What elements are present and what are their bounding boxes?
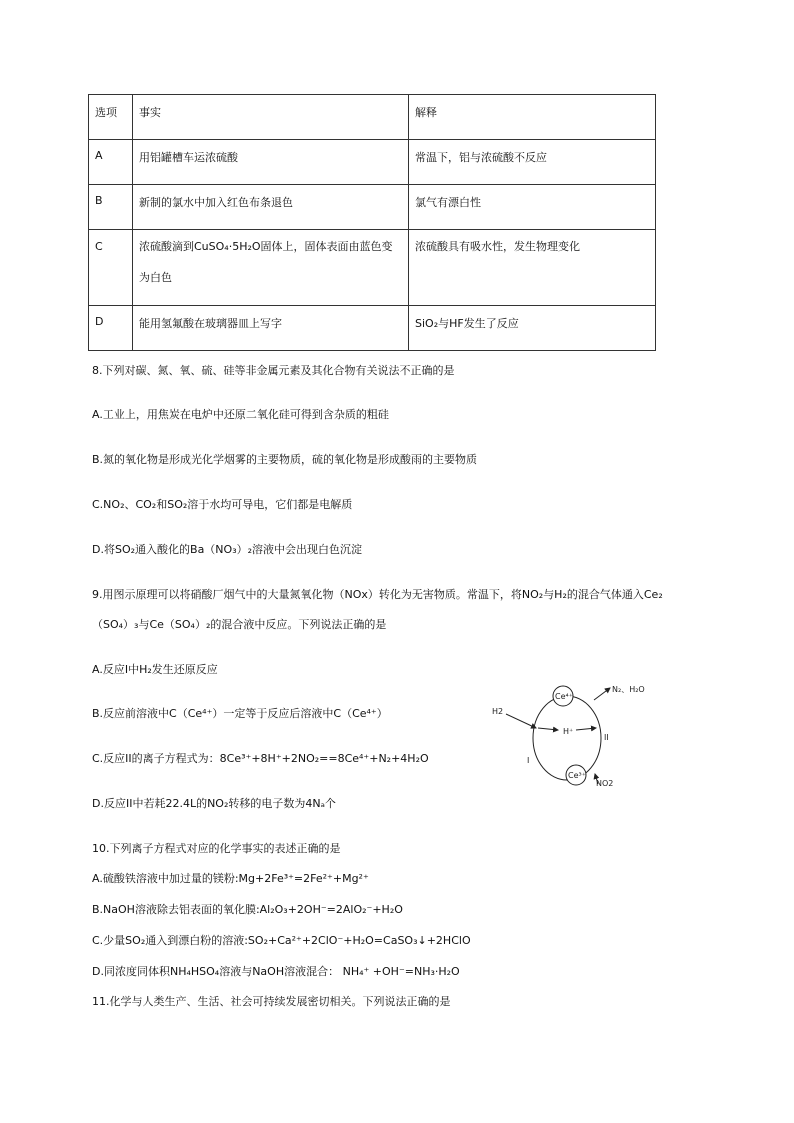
q10-option-d: D.同浓度同体积NH₄HSO₄溶液与NaOH溶液混合： NH₄⁺ +OH⁻=NH₃·H₂O xyxy=(92,965,460,978)
row-fact xyxy=(133,230,409,306)
h2-label: H2 xyxy=(492,707,504,716)
q9-option-d: D.反应II中若耗22.4L的NO₂转移的电子数为4Nₐ个 xyxy=(92,797,336,810)
q8-option-a: A.工业上，用焦炭在电炉中还原二氧化硅可得到含杂质的粗硅 xyxy=(92,408,389,421)
cycle-ellipse xyxy=(533,696,601,780)
row-option: A xyxy=(89,140,133,185)
label-i: I xyxy=(527,756,530,765)
row-explain: 浓硫酸具有吸水性，发生物理变化 xyxy=(409,230,656,306)
row-fact-line2: 为白色 xyxy=(139,271,172,284)
q10-option-a: A.硫酸铁溶液中加过量的镁粉:Mg+2Fe³⁺=2Fe²⁺+Mg²⁺ xyxy=(92,872,369,885)
inner-arrow-left xyxy=(538,728,558,730)
label-ii: II xyxy=(604,733,609,742)
row-explain: 常温下，铝与浓硫酸不反应 xyxy=(409,140,656,185)
table-row xyxy=(89,230,656,306)
reaction-cycle-diagram xyxy=(488,680,688,800)
table-row xyxy=(89,306,656,351)
header-option: 选项 xyxy=(89,95,133,140)
q10-option-c: C.少量SO₂通入到漂白粉的溶液:SO₂+Ca²⁺+2ClO⁻+H₂O=CaSO₃↓+2HClO xyxy=(92,934,471,947)
inner-arrow-right xyxy=(576,728,596,730)
table-row xyxy=(89,185,656,230)
header-fact: 事实 xyxy=(133,95,409,140)
q9-option-b: B.反应前溶液中C（Ce⁴⁺）一定等于反应后溶液中C（Ce⁴⁺） xyxy=(92,707,388,720)
header-explain: 解释 xyxy=(409,95,656,140)
q8-option-d: D.将SO₂通入酸化的Ba（NO₃）₂溶液中会出现白色沉淀 xyxy=(92,543,363,556)
h2-arrow xyxy=(506,714,536,728)
row-option: D xyxy=(89,306,133,351)
row-fact: 新制的氯水中加入红色布条退色 xyxy=(133,185,409,230)
q10-option-b: B.NaOH溶液除去铝表面的氧化膜:Al₂O₃+2OH⁻=2AlO₂⁻+H₂O xyxy=(92,903,403,916)
q8-stem: 8.下列对碳、氮、氧、硫、硅等非金属元素及其化合物有关说法不正确的是 xyxy=(92,364,455,377)
q9-stem-line1: 9.用图示原理可以将硝酸厂烟气中的大量氮氧化物（NOx）转化为无害物质。常温下，将NO₂与H₂的混合气体通入Ce₂ xyxy=(92,588,663,601)
facts-table xyxy=(88,94,656,351)
q9-option-a: A.反应Ⅰ中H₂发生还原反应 xyxy=(92,663,218,676)
q9-option-c: C.反应II的离子方程式为：8Ce³⁺+8H⁺+2NO₂==8Ce⁴⁺+N₂+4H₂O xyxy=(92,752,429,765)
table-row xyxy=(89,140,656,185)
ce3-label: Ce³⁺ xyxy=(568,771,586,780)
q10-stem: 10.下列离子方程式对应的化学事实的表述正确的是 xyxy=(92,842,341,855)
q8-option-b: B.氮的氧化物是形成光化学烟雾的主要物质，硫的氧化物是形成酸雨的主要物质 xyxy=(92,453,478,466)
q11-stem: 11.化学与人类生产、生活、社会可持续发展密切相关。下列说法正确的是 xyxy=(92,995,451,1008)
products-arrow xyxy=(594,688,610,700)
no2-label: NO2 xyxy=(596,779,614,788)
row-option: B xyxy=(89,185,133,230)
products-label: N₂、H₂O xyxy=(612,685,645,694)
row-explain: 氯气有漂白性 xyxy=(409,185,656,230)
ce4-label: Ce⁴⁺ xyxy=(555,692,573,701)
row-fact: 用铝罐槽车运浓硫酸 xyxy=(133,140,409,185)
row-fact-line1: 浓硫酸滴到CuSO₄·5H₂O固体上，固体表面由蓝色变 xyxy=(139,240,393,253)
row-option: C xyxy=(89,230,133,306)
row-explain: SiO₂与HF发生了反应 xyxy=(409,306,656,351)
row-fact: 能用氢氟酸在玻璃器皿上写字 xyxy=(133,306,409,351)
hplus-label: H⁺ xyxy=(563,727,574,736)
q9-stem-line2: （SO₄）₃与Ce（SO₄）₂的混合液中反应。下列说法正确的是 xyxy=(92,618,387,631)
q8-option-c: C.NO₂、CO₂和SO₂溶于水均可导电，它们都是电解质 xyxy=(92,498,353,511)
table-header-row xyxy=(89,95,656,140)
